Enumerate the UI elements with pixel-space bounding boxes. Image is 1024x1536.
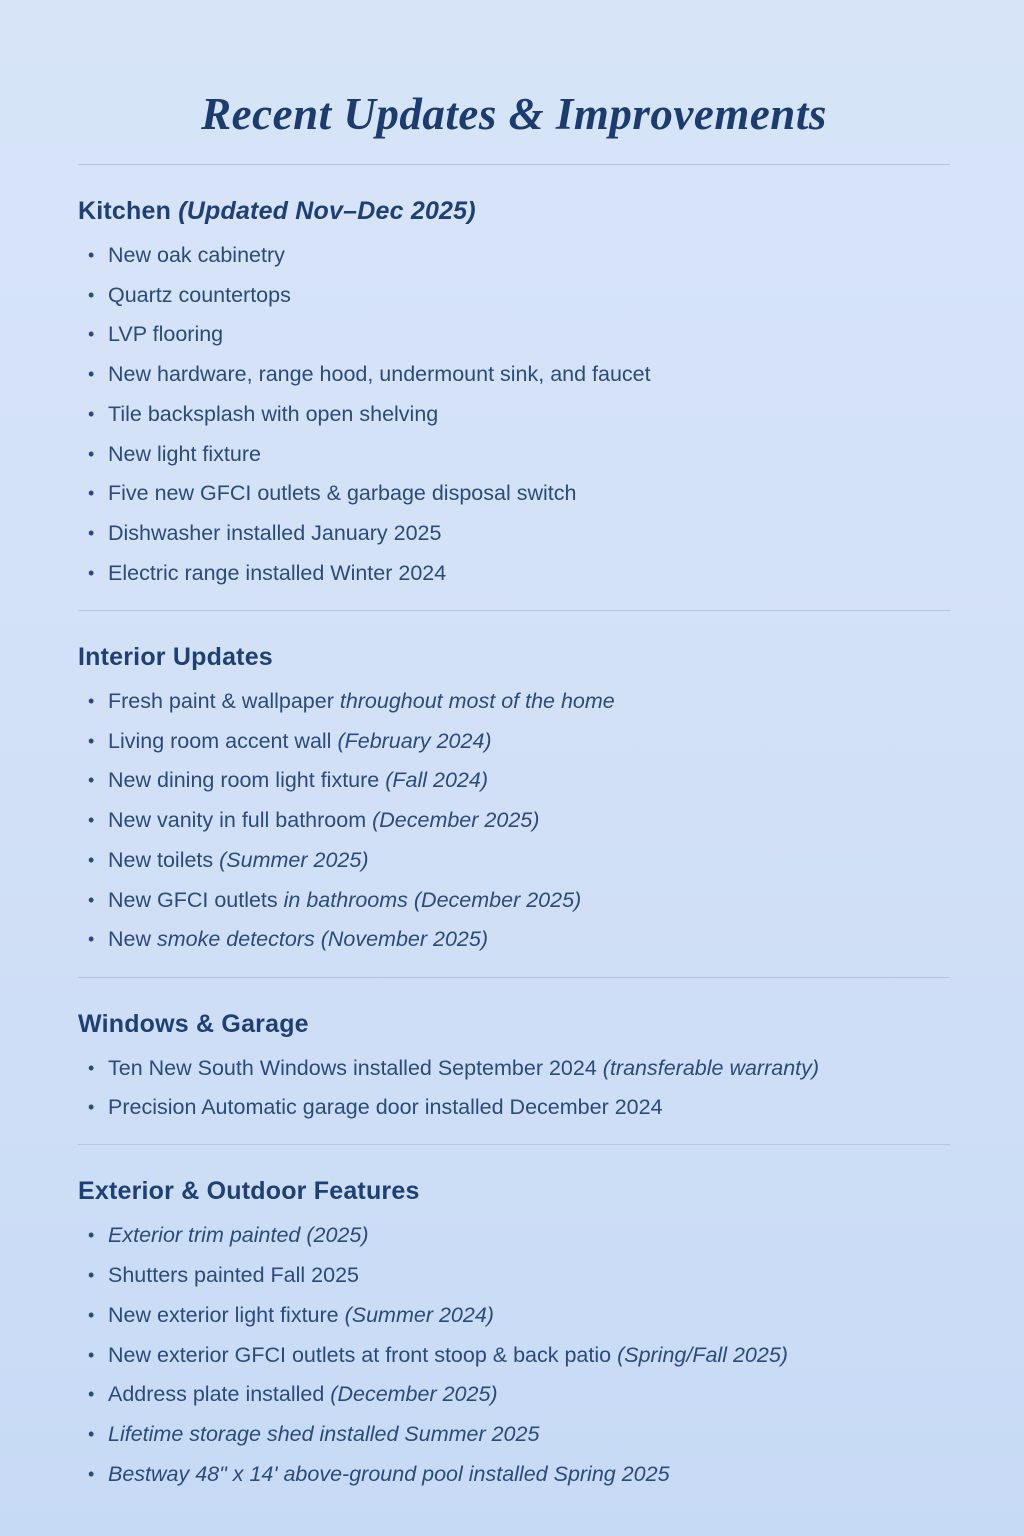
- bullet-icon: •: [88, 730, 95, 751]
- section-heading-text: Exterior & Outdoor Features: [78, 1177, 420, 1206]
- bullet-icon: •: [88, 245, 95, 265]
- list-item: [88, 441, 950, 467]
- bullet-icon: •: [88, 929, 95, 950]
- list-item-text: Quartz countertops: [108, 282, 291, 307]
- list-item: [88, 1222, 950, 1248]
- bullet-icon: •: [88, 1463, 95, 1484]
- section-heading-note: (Updated Nov–Dec 2025): [171, 197, 476, 225]
- list-item: [88, 361, 950, 387]
- list-item: [88, 282, 950, 308]
- list-item: [88, 847, 950, 873]
- section-interior-updates: [78, 643, 950, 953]
- list-item: [88, 401, 950, 427]
- list-item-text: New light fixture: [108, 441, 261, 466]
- bullet-icon: •: [88, 483, 95, 504]
- list-item: [88, 1381, 950, 1407]
- bullet-icon: •: [88, 324, 95, 345]
- bullet-icon: •: [88, 364, 95, 385]
- list-item-text: Address plate installed (December 2025): [108, 1382, 498, 1407]
- section-heading-kitchen: [78, 197, 950, 226]
- list-item: [88, 926, 950, 952]
- list-item-text: New vanity in full bathroom (December 2025): [108, 808, 540, 833]
- list-item: [88, 1262, 950, 1288]
- list-item: [88, 1302, 950, 1328]
- list-item-text: New oak cabinetry: [108, 243, 285, 267]
- list-item-text: Five new GFCI outlets & garbage disposal switch: [108, 481, 577, 506]
- list-item: [88, 1421, 950, 1447]
- section-heading-text: Kitchen: [78, 197, 172, 225]
- section-heading-text: Windows & Garage: [78, 1009, 309, 1038]
- list-item-text: Shutters painted Fall 2025: [108, 1263, 359, 1288]
- list-item-text: Fresh paint & wallpaper throughout most of the home: [108, 688, 615, 713]
- section-list: [78, 688, 950, 953]
- list-item-text: Ten New South Windows installed September 2024 (transferable warranty): [108, 1055, 820, 1080]
- list-item-text: New dining room light fixture (Fall 2024): [108, 768, 488, 793]
- section-divider: [78, 610, 950, 611]
- bullet-icon: •: [88, 1384, 95, 1405]
- list-item-text: New GFCI outlets in bathrooms (December 2025): [108, 887, 582, 912]
- list-item-text: Electric range installed Winter 2024: [108, 560, 447, 585]
- section-heading-windows-garage: [78, 1010, 950, 1039]
- bullet-icon: •: [88, 889, 95, 910]
- list-item: [88, 242, 950, 268]
- bullet-icon: •: [88, 562, 95, 583]
- list-item: [88, 688, 950, 714]
- section-heading-text: Interior Updates: [78, 642, 273, 671]
- list-item-text: New smoke detectors (November 2025): [108, 927, 488, 952]
- list-item-text: New exterior light fixture (Summer 2024): [108, 1302, 494, 1327]
- list-item-text: New exterior GFCI outlets at front stoop & back patio (Spring/Fall 2025): [108, 1342, 788, 1367]
- list-item: [88, 807, 950, 833]
- section-heading-interior-updates: [78, 643, 950, 672]
- list-item-text: Precision Automatic garage door installed December 2024: [108, 1095, 663, 1120]
- bullet-icon: •: [88, 770, 95, 791]
- section-divider: [78, 977, 950, 978]
- list-item: [88, 1342, 950, 1368]
- list-item: [88, 520, 950, 546]
- list-item-text: Bestway 48" x 14' above-ground pool installed Spring 2025: [108, 1461, 670, 1486]
- section-exterior-outdoor: [78, 1177, 950, 1487]
- list-item: [88, 1461, 950, 1487]
- bullet-icon: •: [88, 1344, 95, 1365]
- section-list: [78, 1055, 950, 1121]
- list-item-text: Living room accent wall (February 2024): [108, 728, 492, 753]
- bullet-icon: •: [88, 1265, 95, 1286]
- bullet-icon: •: [88, 443, 95, 464]
- bullet-icon: •: [88, 403, 95, 424]
- bullet-icon: •: [88, 1225, 95, 1246]
- list-item-text: LVP flooring: [108, 322, 224, 347]
- bullet-icon: •: [88, 849, 95, 870]
- section-list: [78, 1222, 950, 1487]
- list-item-text: Tile backsplash with open shelving: [108, 401, 439, 426]
- bullet-icon: •: [88, 810, 95, 831]
- list-item-text: Lifetime storage shed installed Summer 2025: [108, 1422, 540, 1447]
- section-divider: [78, 1144, 950, 1145]
- list-item: [88, 560, 950, 586]
- section-kitchen: [78, 197, 950, 586]
- bullet-icon: •: [88, 1097, 95, 1118]
- list-item: [88, 480, 950, 506]
- page-title: Recent Updates & Improvements: [201, 89, 827, 139]
- bullet-icon: •: [88, 690, 95, 711]
- list-item: [88, 767, 950, 793]
- list-item: [88, 1094, 950, 1120]
- list-item: [88, 1055, 950, 1081]
- section-list: [78, 242, 950, 586]
- section-heading-exterior-outdoor: [78, 1177, 950, 1206]
- list-item: [88, 887, 950, 913]
- list-item-text: Exterior trim painted (2025): [108, 1223, 369, 1248]
- sections: [78, 197, 950, 1487]
- bullet-icon: •: [88, 523, 95, 544]
- list-item-text: New hardware, range hood, undermount sink, and faucet: [108, 362, 651, 387]
- list-item: [88, 728, 950, 754]
- bullet-icon: •: [88, 1424, 95, 1445]
- bullet-icon: •: [88, 284, 95, 305]
- list-item: [88, 321, 950, 347]
- title-divider: [78, 164, 950, 165]
- bullet-icon: •: [88, 1304, 95, 1325]
- section-windows-garage: [78, 1010, 950, 1121]
- bullet-icon: •: [88, 1057, 95, 1078]
- list-item-text: Dishwasher installed January 2025: [108, 521, 442, 546]
- list-item-text: New toilets (Summer 2025): [108, 847, 369, 872]
